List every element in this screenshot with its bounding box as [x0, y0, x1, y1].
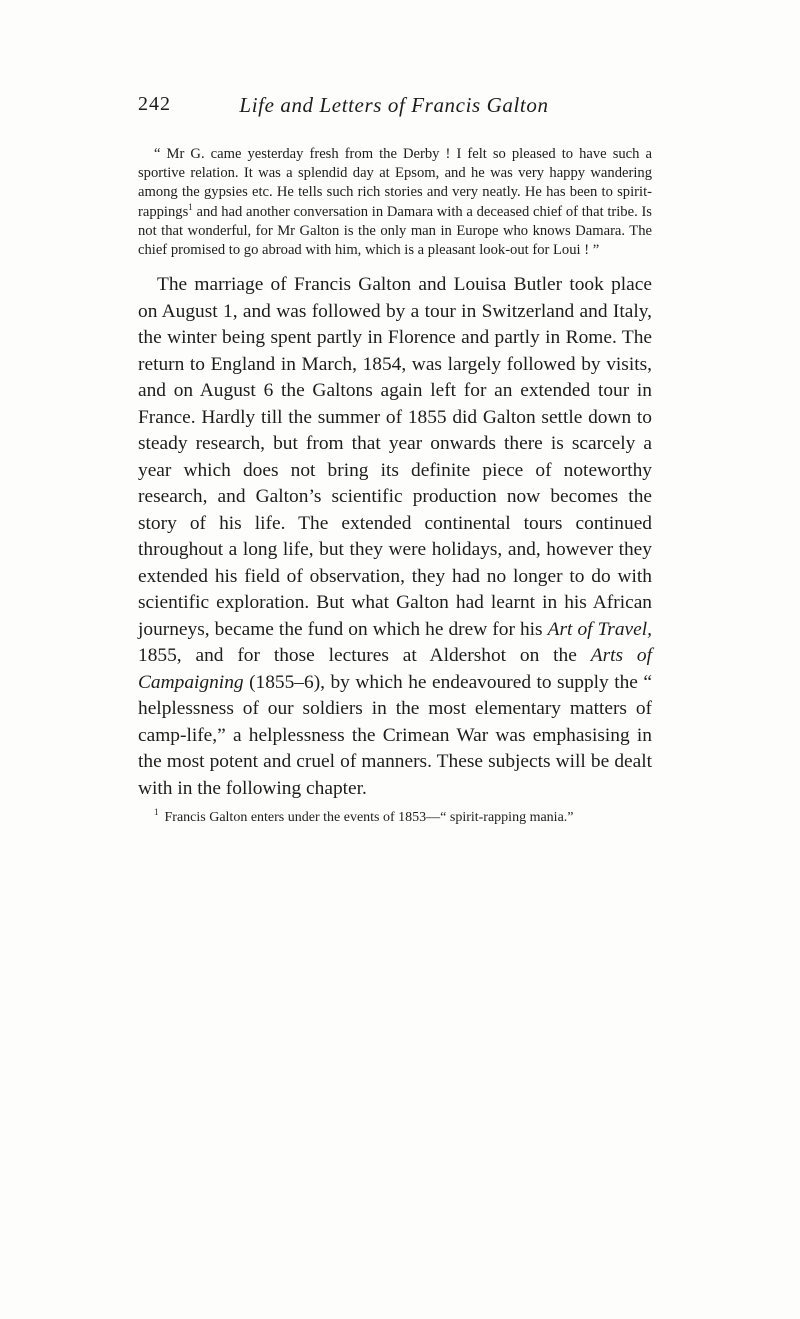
body-paragraph — [138, 272, 652, 802]
page-number: 242 — [138, 93, 171, 115]
body-text-part-3: (1855–6), by which he endeavoured to supply the “ helplessness of our soldiers in the most elementary matters of camp-life,” a helplessness the Crimean War was emphasising in the most potent and cruel of manners. These subjects will be dealt with in the following chapter. — [138, 671, 652, 799]
book-title-arts-of-campaigning: Arts of Campaigning — [138, 645, 652, 693]
footnote — [138, 809, 652, 827]
body-text-part-1: The marriage of Francis Galton and Louisa Butler took place on August 1, and was followed by a tour in Switzerland and Italy, the winter being spent partly in Florence and partly in Rome. The return to England in March, 1854, was largely followed by visits, and on August 6 the Galtons again left for an extended tour in France. Hardly till the summer of 1855 did Galton settle down to steady research, but from that year onwards there is scarcely a year which does not bring its definite piece of noteworthy research, and Galton’s scientific production now becomes the story of his life. The extended continental tours continued throughout a long life, but they were holidays, and, however they extended his field of observation, they had no longer to do with scientific exploration. But what Galton had learnt in his African journeys, became the fund on which he drew for his — [138, 274, 652, 640]
body-text-part-2: 1855, and for those lectures at Aldershot on the — [138, 645, 591, 666]
quote-text-end: and had another conversation in Damara with a deceased chief of that tribe. Is not that wonderful, for Mr Galton is the only man in Europe who knows Damara. The chief promised to go abroad with him, which is a pleasant look-out for Loui ! ” — [138, 203, 652, 259]
letter-quote — [138, 145, 652, 260]
running-head — [138, 93, 650, 123]
footnote-text: Francis Galton enters under the events of 1853—“ spirit-rapping mania.” — [164, 810, 574, 825]
footnote-reference: 1 — [188, 201, 193, 212]
book-title-art-of-travel: Art of Travel, — [547, 618, 652, 640]
quote-text-start: “ Mr G. came yesterday fresh from the Derby ! I felt so pleased to have such a sportive relation. It was a splendid day at Epsom, and he was very happy wandering among the gypsies etc. He tells such rich stories and very neatly. He has been to spirit-rappings — [138, 146, 652, 220]
running-title: Life and Letters of Francis Galton — [239, 93, 549, 117]
footnote-mark: 1 — [154, 807, 159, 818]
